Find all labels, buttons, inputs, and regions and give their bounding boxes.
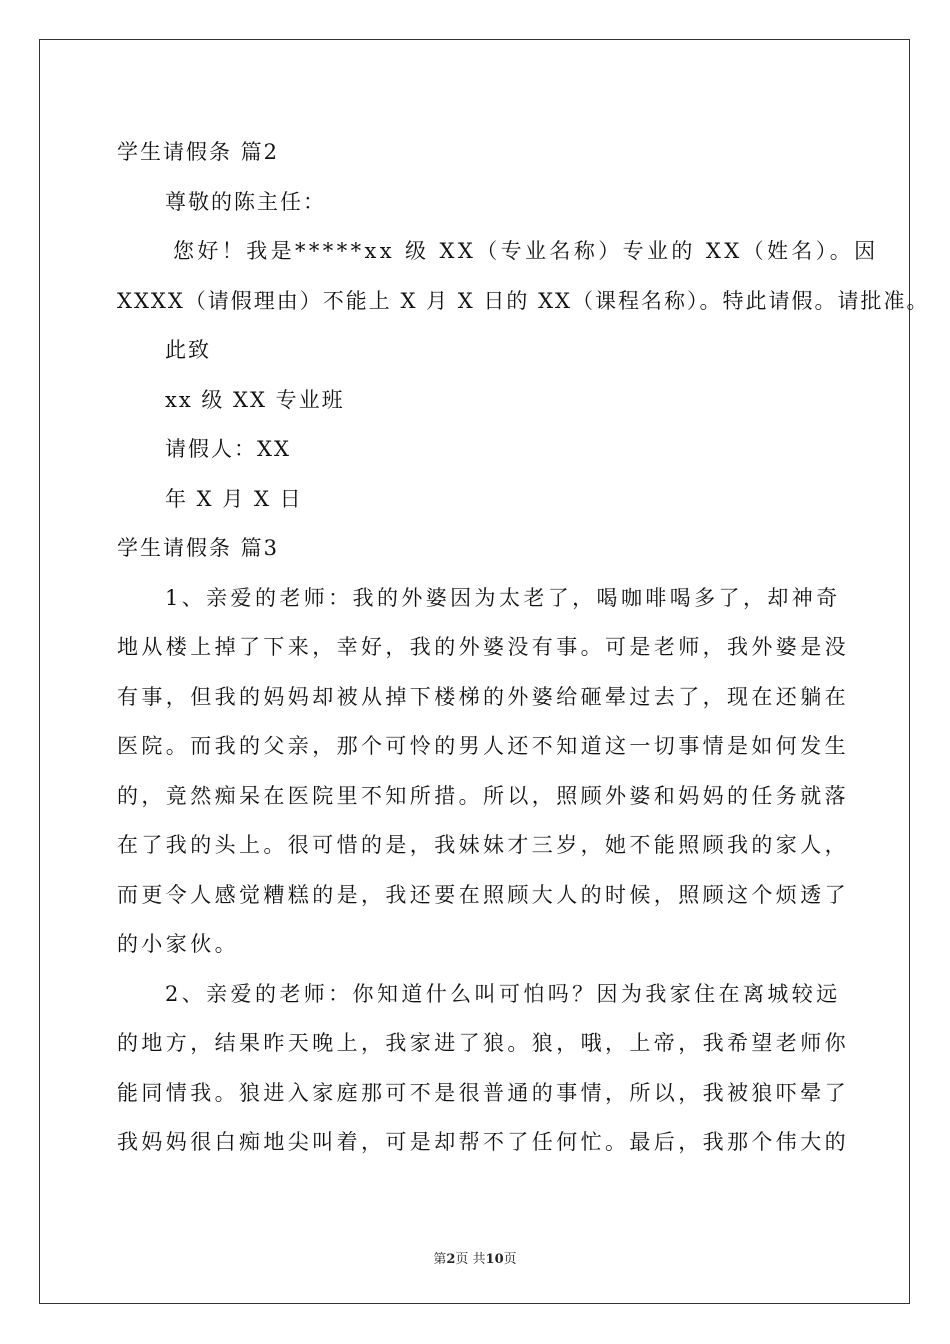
paragraph-line: 1、亲爱的老师：我的外婆因为太老了，喝咖啡喝多了，却神奇: [165, 585, 841, 610]
paragraph-line: 而更令人感觉糟糕的是，我还要在照顾大人的时候，照顾这个烦透了: [117, 882, 849, 907]
page-footer: [0, 1248, 950, 1267]
body-line: XXXX（请假理由）不能上 X 月 X 日的 XX（课程名称）。特此请假。请批准。: [117, 288, 930, 313]
class-line: xx 级 XX 专业班: [165, 387, 345, 412]
paragraph-line: 能同情我。狼进入家庭那可不是很普通的事情，所以，我被狼吓晕了: [117, 1080, 849, 1105]
footer-suffix: 页: [503, 1252, 517, 1267]
date-line: 年 X 月 X 日: [165, 486, 303, 511]
section-title: 学生请假条 篇3: [117, 536, 280, 560]
paragraph-line: 地从楼上掉了下来，幸好，我的外婆没有事。可是老师，我外婆是没: [117, 635, 849, 659]
paragraph-line: 的小家伙。: [117, 932, 239, 956]
body-line: 您好！我是*****xx 级 XX（专业名称）专业的 XX（姓名）。因: [173, 239, 879, 263]
salutation: 尊敬的陈主任：: [165, 189, 326, 214]
footer-mid: 页 共: [455, 1252, 486, 1267]
section-title: 学生请假条 篇2: [117, 140, 280, 164]
paragraph-line: 2、亲爱的老师：你知道什么叫可怕吗？因为我家住在离城较远: [165, 981, 841, 1006]
paragraph-line: 有事，但我的妈妈却被从掉下楼梯的外婆给砸晕过去了，现在还躺在: [117, 684, 849, 709]
footer-total-pages: 10: [485, 1252, 504, 1267]
paragraph-line: 我妈妈很白痴地尖叫着，可是却帮不了任何忙。最后，我那个伟大的: [117, 1130, 849, 1154]
paragraph-line: 的，竟然痴呆在医院里不知所措。所以，照顾外婆和妈妈的任务就落: [117, 783, 849, 808]
paragraph-line: 在了我的头上。很可惜的是，我妹妹才三岁，她不能照顾我的家人，: [117, 833, 849, 857]
paragraph-line: 的地方，结果昨天晚上，我家进了狼。狼，哦，上帝，我希望老师你: [117, 1031, 849, 1055]
document-body: [117, 128, 930, 1168]
footer-prefix: 第: [433, 1252, 447, 1267]
footer-page-number: 2: [446, 1252, 456, 1267]
paragraph-line: 医院。而我的父亲，那个可怜的男人还不知道这一切事情是如何发生: [117, 734, 849, 758]
applicant: 请假人：XX: [165, 437, 291, 461]
closing: 此致: [165, 338, 211, 362]
